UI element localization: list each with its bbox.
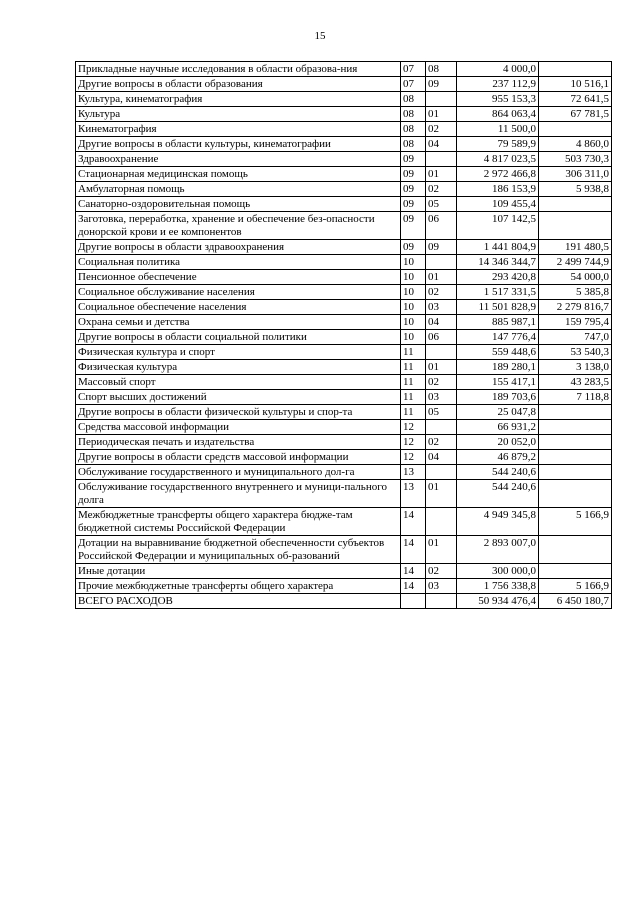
table-row <box>76 536 612 564</box>
row-subsection-cell: 09 <box>426 77 457 92</box>
row-subsection-cell: 01 <box>426 536 457 564</box>
row-section-cell: 13 <box>401 480 426 508</box>
table-row <box>76 212 612 240</box>
row-section-cell: 12 <box>401 450 426 465</box>
row-section-cell: 10 <box>401 315 426 330</box>
row-expenses-cell: 559 448,6 <box>457 345 539 360</box>
table-row <box>76 300 612 315</box>
row-budget-cell: 6 450 180,7 <box>539 594 612 609</box>
row-expenses-cell: 2 893 007,0 <box>457 536 539 564</box>
row-name-cell: Другие вопросы в области средств массовой информации <box>76 450 401 465</box>
row-subsection-cell <box>426 465 457 480</box>
table-row <box>76 240 612 255</box>
row-expenses-cell: 544 240,6 <box>457 480 539 508</box>
row-name-cell: Социальная политика <box>76 255 401 270</box>
row-section-cell: 13 <box>401 465 426 480</box>
row-name-cell: Другие вопросы в области социальной политики <box>76 330 401 345</box>
row-name-cell: ВСЕГО РАСХОДОВ <box>76 594 401 609</box>
row-expenses-cell: 4 000,0 <box>457 62 539 77</box>
row-section-cell: 12 <box>401 435 426 450</box>
row-subsection-cell: 04 <box>426 450 457 465</box>
row-name-cell: Культура <box>76 107 401 122</box>
row-name-cell: Средства массовой информации <box>76 420 401 435</box>
row-name-cell: Физическая культура <box>76 360 401 375</box>
row-name-cell: Периодическая печать и издательства <box>76 435 401 450</box>
row-expenses-cell: 109 455,4 <box>457 197 539 212</box>
row-subsection-cell: 03 <box>426 300 457 315</box>
table-row <box>76 137 612 152</box>
row-subsection-cell: 05 <box>426 197 457 212</box>
row-subsection-cell: 04 <box>426 137 457 152</box>
row-section-cell: 14 <box>401 508 426 536</box>
table-row <box>76 390 612 405</box>
row-name-cell: Социальное обеспечение населения <box>76 300 401 315</box>
table-row <box>76 285 612 300</box>
row-budget-cell: 72 641,5 <box>539 92 612 107</box>
row-budget-cell <box>539 564 612 579</box>
row-section-cell <box>401 594 426 609</box>
row-section-cell: 14 <box>401 579 426 594</box>
row-name-cell: Массовый спорт <box>76 375 401 390</box>
row-expenses-cell: 864 063,4 <box>457 107 539 122</box>
table-row <box>76 255 612 270</box>
table-row <box>76 182 612 197</box>
row-subsection-cell <box>426 508 457 536</box>
row-budget-cell: 5 938,8 <box>539 182 612 197</box>
row-section-cell: 07 <box>401 62 426 77</box>
row-expenses-cell: 186 153,9 <box>457 182 539 197</box>
row-expenses-cell: 237 112,9 <box>457 77 539 92</box>
row-name-cell: Другие вопросы в области образования <box>76 77 401 92</box>
row-subsection-cell: 05 <box>426 405 457 420</box>
row-section-cell: 11 <box>401 375 426 390</box>
budget-expenses-table <box>75 61 612 609</box>
row-name-cell: Стационарная медицинская помощь <box>76 167 401 182</box>
row-section-cell: 10 <box>401 270 426 285</box>
row-subsection-cell: 08 <box>426 62 457 77</box>
table-row <box>76 375 612 390</box>
row-section-cell: 14 <box>401 536 426 564</box>
row-name-cell: Амбулаторная помощь <box>76 182 401 197</box>
row-subsection-cell: 03 <box>426 390 457 405</box>
row-section-cell: 07 <box>401 77 426 92</box>
row-subsection-cell: 02 <box>426 182 457 197</box>
row-name-cell: Прикладные научные исследования в области образова-ния <box>76 62 401 77</box>
row-section-cell: 10 <box>401 285 426 300</box>
row-section-cell: 10 <box>401 330 426 345</box>
row-subsection-cell: 02 <box>426 122 457 137</box>
table-row <box>76 167 612 182</box>
table-row <box>76 360 612 375</box>
row-budget-cell <box>539 536 612 564</box>
row-expenses-cell: 1 517 331,5 <box>457 285 539 300</box>
row-budget-cell: 5 166,9 <box>539 508 612 536</box>
row-subsection-cell: 09 <box>426 240 457 255</box>
table-row <box>76 92 612 107</box>
row-subsection-cell: 02 <box>426 564 457 579</box>
row-budget-cell: 3 138,0 <box>539 360 612 375</box>
row-expenses-cell: 46 879,2 <box>457 450 539 465</box>
row-section-cell: 11 <box>401 390 426 405</box>
row-name-cell: Физическая культура и спорт <box>76 345 401 360</box>
table-row <box>76 197 612 212</box>
row-expenses-cell: 107 142,5 <box>457 212 539 240</box>
row-expenses-cell: 147 776,4 <box>457 330 539 345</box>
row-budget-cell: 4 860,0 <box>539 137 612 152</box>
row-subsection-cell <box>426 152 457 167</box>
table-row <box>76 480 612 508</box>
row-name-cell: Другие вопросы в области здравоохранения <box>76 240 401 255</box>
row-subsection-cell: 03 <box>426 579 457 594</box>
row-name-cell: Пенсионное обеспечение <box>76 270 401 285</box>
table-row <box>76 315 612 330</box>
row-section-cell: 11 <box>401 345 426 360</box>
row-subsection-cell: 01 <box>426 167 457 182</box>
row-budget-cell <box>539 212 612 240</box>
row-name-cell: Здравоохранение <box>76 152 401 167</box>
row-budget-cell: 53 540,3 <box>539 345 612 360</box>
row-expenses-cell: 1 441 804,9 <box>457 240 539 255</box>
row-section-cell: 08 <box>401 92 426 107</box>
table-row <box>76 107 612 122</box>
row-expenses-cell: 20 052,0 <box>457 435 539 450</box>
row-expenses-cell: 189 280,1 <box>457 360 539 375</box>
table-row <box>76 564 612 579</box>
row-section-cell: 11 <box>401 360 426 375</box>
row-budget-cell <box>539 405 612 420</box>
row-section-cell: 10 <box>401 255 426 270</box>
row-subsection-cell <box>426 255 457 270</box>
table-row <box>76 345 612 360</box>
row-budget-cell: 159 795,4 <box>539 315 612 330</box>
table-row <box>76 579 612 594</box>
row-expenses-cell: 955 153,3 <box>457 92 539 107</box>
row-budget-cell: 191 480,5 <box>539 240 612 255</box>
row-budget-cell: 7 118,8 <box>539 390 612 405</box>
table-row <box>76 77 612 92</box>
row-name-cell: Спорт высших достижений <box>76 390 401 405</box>
table-row <box>76 330 612 345</box>
row-expenses-cell: 189 703,6 <box>457 390 539 405</box>
row-budget-cell: 43 283,5 <box>539 375 612 390</box>
row-name-cell: Обслуживание государственного внутреннего и муници-пального долга <box>76 480 401 508</box>
row-subsection-cell: 02 <box>426 435 457 450</box>
row-budget-cell <box>539 62 612 77</box>
row-section-cell: 14 <box>401 564 426 579</box>
row-subsection-cell <box>426 594 457 609</box>
table-row <box>76 270 612 285</box>
row-subsection-cell: 02 <box>426 375 457 390</box>
row-budget-cell <box>539 420 612 435</box>
row-budget-cell <box>539 465 612 480</box>
row-name-cell: Заготовка, переработка, хранение и обеспечение без-опасности донорской крови и ее компонентов <box>76 212 401 240</box>
table-row <box>76 594 612 609</box>
row-budget-cell: 5 385,8 <box>539 285 612 300</box>
row-name-cell: Межбюджетные трансферты общего характера бюдже-там бюджетной системы Российской Федерации <box>76 508 401 536</box>
row-budget-cell <box>539 197 612 212</box>
row-expenses-cell: 25 047,8 <box>457 405 539 420</box>
table-row <box>76 508 612 536</box>
table-row <box>76 152 612 167</box>
row-budget-cell <box>539 480 612 508</box>
table-row <box>76 405 612 420</box>
row-section-cell: 08 <box>401 107 426 122</box>
row-expenses-cell: 4 817 023,5 <box>457 152 539 167</box>
row-section-cell: 11 <box>401 405 426 420</box>
row-expenses-cell: 50 934 476,4 <box>457 594 539 609</box>
row-section-cell: 09 <box>401 240 426 255</box>
row-expenses-cell: 544 240,6 <box>457 465 539 480</box>
row-expenses-cell: 66 931,2 <box>457 420 539 435</box>
row-section-cell: 12 <box>401 420 426 435</box>
row-name-cell: Охрана семьи и детства <box>76 315 401 330</box>
row-subsection-cell: 06 <box>426 212 457 240</box>
table-row <box>76 420 612 435</box>
row-subsection-cell: 06 <box>426 330 457 345</box>
row-subsection-cell: 01 <box>426 270 457 285</box>
row-subsection-cell <box>426 92 457 107</box>
table-row <box>76 465 612 480</box>
row-subsection-cell: 02 <box>426 285 457 300</box>
row-expenses-cell: 79 589,9 <box>457 137 539 152</box>
row-budget-cell: 747,0 <box>539 330 612 345</box>
row-expenses-cell: 14 346 344,7 <box>457 255 539 270</box>
row-section-cell: 09 <box>401 212 426 240</box>
row-subsection-cell: 01 <box>426 360 457 375</box>
page-number: 15 <box>314 30 326 42</box>
row-section-cell: 08 <box>401 122 426 137</box>
row-section-cell: 09 <box>401 152 426 167</box>
row-name-cell: Другие вопросы в области культуры, кинематографии <box>76 137 401 152</box>
row-subsection-cell: 01 <box>426 107 457 122</box>
row-budget-cell: 5 166,9 <box>539 579 612 594</box>
row-expenses-cell: 2 972 466,8 <box>457 167 539 182</box>
row-expenses-cell: 11 500,0 <box>457 122 539 137</box>
row-budget-cell <box>539 435 612 450</box>
row-name-cell: Культура, кинематография <box>76 92 401 107</box>
table-row <box>76 450 612 465</box>
row-subsection-cell: 01 <box>426 480 457 508</box>
table-body <box>76 62 612 609</box>
row-name-cell: Иные дотации <box>76 564 401 579</box>
row-name-cell: Прочие межбюджетные трансферты общего характера <box>76 579 401 594</box>
row-name-cell: Обслуживание государственного и муниципального дол-га <box>76 465 401 480</box>
row-budget-cell: 10 516,1 <box>539 77 612 92</box>
table-row <box>76 62 612 77</box>
row-subsection-cell <box>426 420 457 435</box>
row-budget-cell <box>539 122 612 137</box>
row-name-cell: Дотации на выравнивание бюджетной обеспеченности субъектов Российской Федерации и муниципальных об-разований <box>76 536 401 564</box>
row-section-cell: 09 <box>401 167 426 182</box>
row-expenses-cell: 885 987,1 <box>457 315 539 330</box>
row-budget-cell: 2 499 744,9 <box>539 255 612 270</box>
row-expenses-cell: 4 949 345,8 <box>457 508 539 536</box>
row-expenses-cell: 11 501 828,9 <box>457 300 539 315</box>
row-name-cell: Кинематография <box>76 122 401 137</box>
row-name-cell: Другие вопросы в области физической культуры и спор-та <box>76 405 401 420</box>
row-budget-cell: 54 000,0 <box>539 270 612 285</box>
row-expenses-cell: 155 417,1 <box>457 375 539 390</box>
row-subsection-cell <box>426 345 457 360</box>
row-section-cell: 10 <box>401 300 426 315</box>
row-expenses-cell: 293 420,8 <box>457 270 539 285</box>
row-budget-cell: 67 781,5 <box>539 107 612 122</box>
row-section-cell: 09 <box>401 182 426 197</box>
row-budget-cell: 306 311,0 <box>539 167 612 182</box>
row-subsection-cell: 04 <box>426 315 457 330</box>
row-section-cell: 08 <box>401 137 426 152</box>
row-expenses-cell: 1 756 338,8 <box>457 579 539 594</box>
row-budget-cell: 2 279 816,7 <box>539 300 612 315</box>
row-section-cell: 09 <box>401 197 426 212</box>
table-row <box>76 122 612 137</box>
row-name-cell: Социальное обслуживание населения <box>76 285 401 300</box>
row-name-cell: Санаторно-оздоровительная помощь <box>76 197 401 212</box>
row-expenses-cell: 300 000,0 <box>457 564 539 579</box>
table-row <box>76 435 612 450</box>
row-budget-cell <box>539 450 612 465</box>
row-budget-cell: 503 730,3 <box>539 152 612 167</box>
